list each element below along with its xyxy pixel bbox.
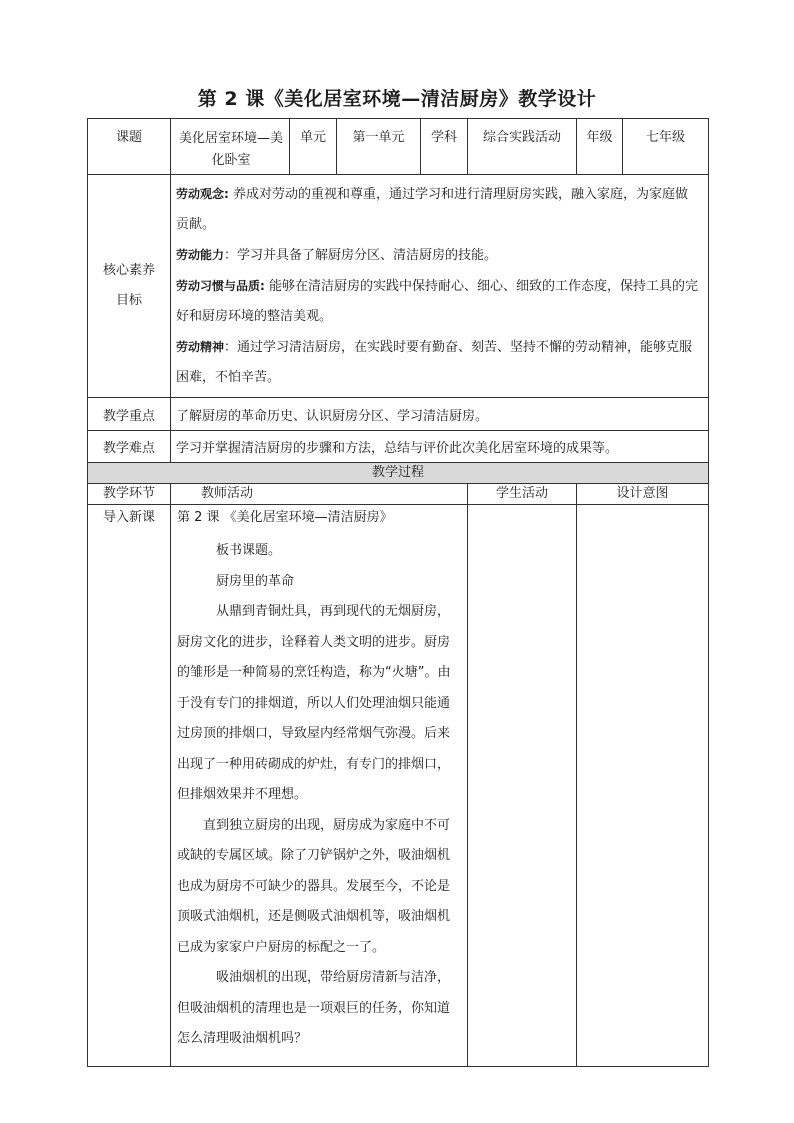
teacher-para-history: 从鼎到青铜灶具，再到现代的无烟厨房，厨房文化的进步，诠释着人类文明的进步。厨房的雏形是一种简易的烹饪构造，称为“火塘”。由于没有专门的排烟道，所以人们处理油烟只能通过房顶的排烟口，导致屋内经常烟气弥漫。后来出现了一种用砖砌成的炉灶，有专门的排烟口，但排烟效果并不理想。 — [177, 604, 451, 802]
core-literacy-content — [171, 175, 709, 398]
grade-label: 年级 — [586, 130, 613, 145]
key-points-row — [88, 398, 709, 431]
teacher-para-title: 第 2 课 《美化居室环境—清洁厨房》 — [177, 510, 393, 525]
stage-label: 导入新课 — [102, 510, 155, 525]
core-item-text: ：通过学习清洁厨房，在实践时要有勤奋、刻苦、坚持不懈的劳动精神，能够克服困难，不怕辛苦。 — [176, 340, 693, 385]
difficulties-label: 教学难点 — [88, 431, 171, 463]
core-literacy-label: 核心素养目标 — [102, 263, 155, 308]
unit-label-cell — [290, 119, 337, 175]
unit-value-cell — [337, 119, 421, 175]
lesson-plan-table — [87, 118, 709, 1067]
core-item-concept — [176, 179, 700, 240]
subject-label-cell — [421, 119, 468, 175]
topic-label: 课题 — [115, 130, 142, 145]
teacher-para-heading: 厨房里的革命 — [216, 573, 295, 589]
stage-cell — [88, 505, 171, 1067]
col-teacher: 教师活动 — [171, 484, 468, 505]
topic-label-cell — [88, 119, 171, 175]
col-stage: 教学环节 — [88, 484, 171, 505]
unit-value: 第一单元 — [352, 130, 405, 145]
student-activity-cell — [468, 505, 577, 1067]
subject-label: 学科 — [430, 130, 457, 145]
core-item-spirit — [176, 332, 700, 393]
teacher-para-modern: 直到独立厨房的出现，厨房成为家庭中不可或缺的专属区域。除了刀铲锅炉之外，吸油烟机也成为厨房不可缺少的器具。发展至今，不论是顶吸式油烟机，还是侧吸式油烟机等，吸油烟机已成为家家户户厨房的标配之一了。 — [177, 817, 451, 955]
col-student: 学生活动 — [468, 484, 577, 505]
topic-value-cell — [171, 119, 290, 175]
core-item-head: 劳动精神 — [176, 340, 225, 354]
col-design: 设计意图 — [577, 484, 709, 505]
core-item-text: 能够在清洁厨房的实践中保持耐心、细心、细致的工作态度，保持工具的完好和厨房环境的整洁美观。 — [176, 279, 698, 324]
core-literacy-label-cell — [88, 175, 171, 398]
key-points-label: 教学重点 — [88, 398, 171, 431]
teacher-para-question: 吸油烟机的出现，带给厨房清新与洁净，但吸油烟机的清理也是一项艰巨的任务，你知道怎么清理吸油烟机吗？ — [177, 970, 451, 1046]
key-points-value: 了解厨房的革命历史、认识厨房分区、学习清洁厨房。 — [171, 398, 709, 431]
grade-label-cell — [577, 119, 623, 175]
difficulties-value: 学习并掌握清洁厨房的步骤和方法，总结与评价此次美化居室环境的成果等。 — [171, 431, 709, 463]
core-item-head: 劳动习惯与品质: — [176, 279, 265, 293]
process-columns-row — [88, 484, 709, 505]
difficulties-row — [88, 431, 709, 463]
core-item-head: 劳动能力 — [176, 248, 225, 262]
subject-value-cell — [468, 119, 577, 175]
grade-value: 七年级 — [645, 130, 685, 145]
process-header-row — [88, 463, 709, 484]
teacher-activity — [171, 505, 468, 1067]
grade-value-cell — [623, 119, 709, 175]
unit-label: 单元 — [299, 130, 326, 145]
core-item-text: 养成对劳动的重视和尊重，通过学习和进行清理厨房实践，融入家庭，为家庭做贡献。 — [176, 187, 688, 232]
core-item-ability — [176, 240, 700, 271]
core-item-habits — [176, 271, 700, 332]
core-item-text: ：学习并具备了解厨房分区、清洁厨房的技能。 — [224, 248, 498, 263]
teacher-para-blackboard: 板书课题。 — [216, 543, 282, 558]
core-item-head: 劳动观念: — [176, 187, 229, 201]
intro-row — [88, 505, 709, 1067]
subject-value: 综合实践活动 — [482, 130, 561, 145]
design-intent-cell — [577, 505, 709, 1067]
process-header: 教学过程 — [88, 463, 709, 484]
info-row — [88, 119, 709, 175]
page-title: 第 2 课《美化居室环境—清洁厨房》教学设计 — [197, 88, 597, 110]
core-literacy-row — [88, 175, 709, 398]
topic-value: 美化居室环境—美化卧室 — [178, 131, 283, 168]
